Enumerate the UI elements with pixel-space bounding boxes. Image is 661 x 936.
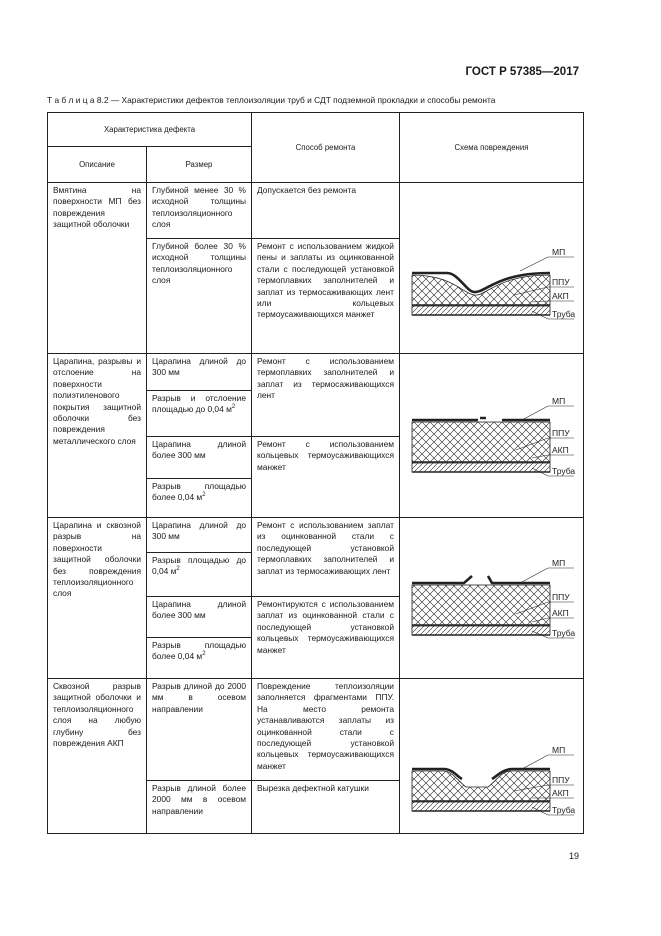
group3-description: Царапина и сквозной разрыв на поверхности защитной оболочки без повреждения теплоизоляционного слоя <box>48 518 147 679</box>
table-caption: Т а б л и ц а 8.2 — Характеристики дефектов теплоизоляции труб и СДТ подземной прокладки и способы ремонта <box>47 95 496 105</box>
scheme4-label-ppu: ППУ <box>551 775 570 785</box>
group4-repair-2: Вырезка дефектной катушки <box>252 781 400 834</box>
scheme4-label-mp: МП <box>551 745 565 755</box>
group3-size-1: Царапина длиной до 300 мм <box>147 518 252 553</box>
group2-size-4 <box>147 479 252 518</box>
group3-size-4-text: Разрыв площадью более 0,04 м <box>152 640 246 662</box>
group4-repair-1: Повреждение теплоизоляции заполняется фрагментами ППУ. На место ремонта устанавливаются заплаты из оцинкованной стали с последующей установкой кольцевых термоусаживающихся манжет <box>252 679 400 781</box>
group2-size-2-text: Разрыв и отслоение площадью до 0,04 м <box>152 393 246 415</box>
scheme1-label-akp: АКП <box>551 291 569 301</box>
group1-size-2: Глубиной более 30 % исходной толщины теплоизоляционного слоя <box>147 239 252 354</box>
group3-size-4-exponent: 2 <box>202 651 206 658</box>
group3-size-2-text: Разрыв площадью до 0,04 м <box>152 555 246 577</box>
group2-size-1: Царапина длиной до 300 мм <box>147 354 252 391</box>
group2-description: Царапина, разрывы и отслоение на поверхности полиэтиленового покрытия защитной оболочки без повреждения металлического слоя <box>48 354 147 518</box>
header-size: Размер <box>147 147 252 183</box>
insulation-tear-diagram <box>402 679 582 834</box>
group3-repair-1: Ремонт с использованием заплат из оцинкованной стали с последующей установкой термоплавких заполнителей и заплат из термосаживающих лент <box>252 518 400 597</box>
header-damage-scheme: Схема повреждения <box>400 113 584 183</box>
scheme2-label-akp: АКП <box>551 445 569 455</box>
group3-size-3: Царапина длиной более 300 мм <box>147 597 252 638</box>
scheme3-label-ppu: ППУ <box>551 592 570 602</box>
scheme3-label-akp: АКП <box>551 608 569 618</box>
through-tear-diagram <box>402 518 582 679</box>
group2-scheme-cell <box>400 354 584 518</box>
group3-repair-2: Ремонтируются с использованием заплат из оцинкованной стали с последующей установкой кольцевых термоусаживающихся манжет <box>252 597 400 679</box>
scheme3-label-pipe: Труба <box>551 628 575 638</box>
group2-size-3: Царапина длиной более 300 мм <box>147 437 252 479</box>
group1-repair-2: Ремонт с использованием жидкой пены и заплаты из оцинкованной стали с последующей установкой термоплавких заполнителей и заплат из термосаживающих лент или кольцевых термоусаживающихся манжет <box>252 239 400 354</box>
scheme1-label-mp: МП <box>551 247 565 257</box>
group1-description: Вмятина на поверхности МП без повреждения защитной оболочки <box>48 183 147 354</box>
header-repair-method: Способ ремонта <box>252 113 400 183</box>
scheme1-label-ppu: ППУ <box>551 277 570 287</box>
scratch-damage-diagram <box>402 354 582 518</box>
standard-number: ГОСТ Р 57385—2017 <box>465 66 579 78</box>
scheme2-label-pipe: Труба <box>551 466 575 476</box>
group4-scheme-cell <box>400 679 584 834</box>
group1-scheme-cell <box>400 183 584 354</box>
scheme3-label-mp: МП <box>551 558 565 568</box>
scheme2-label-ppu: ППУ <box>551 428 570 438</box>
page-number: 19 <box>568 851 579 861</box>
group3-scheme-cell <box>400 518 584 679</box>
group3-size-2-exponent: 2 <box>176 566 180 573</box>
group4-size-2: Разрыв длиной более 2000 мм в осевом направлении <box>147 781 252 834</box>
group1-repair-1: Допускается без ремонта <box>252 183 400 239</box>
group4-size-1: Разрыв длиной до 2000 мм в осевом направлении <box>147 679 252 781</box>
group3-size-4 <box>147 638 252 679</box>
group2-size-2 <box>147 391 252 437</box>
scheme4-label-pipe: Труба <box>551 805 575 815</box>
scheme1-label-pipe: Труба <box>551 309 575 319</box>
group1-size-1: Глубиной менее 30 % исходной толщины теплоизоляционного слоя <box>147 183 252 239</box>
group2-size-4-exponent: 2 <box>202 492 206 499</box>
group2-repair-2: Ремонт с использованием кольцевых термоусаживающихся манжет <box>252 437 400 518</box>
defects-table <box>47 112 584 834</box>
header-description: Описание <box>48 147 147 183</box>
dent-damage-diagram <box>402 183 582 354</box>
group2-size-4-text: Разрыв площадью более 0,04 м <box>152 481 246 503</box>
scheme4-label-akp: АКП <box>551 788 569 798</box>
group2-repair-1: Ремонт с использованием термоплавких заполнителей и заплат из термосаживающихся лент <box>252 354 400 437</box>
group3-size-2 <box>147 553 252 597</box>
group4-description: Сквозной разрыв защитной оболочки и теплоизоляционного слоя на любую глубину без повреждения АКП <box>48 679 147 834</box>
group2-size-2-exponent: 2 <box>231 404 236 411</box>
scheme2-label-mp: МП <box>551 396 565 406</box>
header-defect-characteristic: Характеристика дефекта <box>48 113 252 147</box>
